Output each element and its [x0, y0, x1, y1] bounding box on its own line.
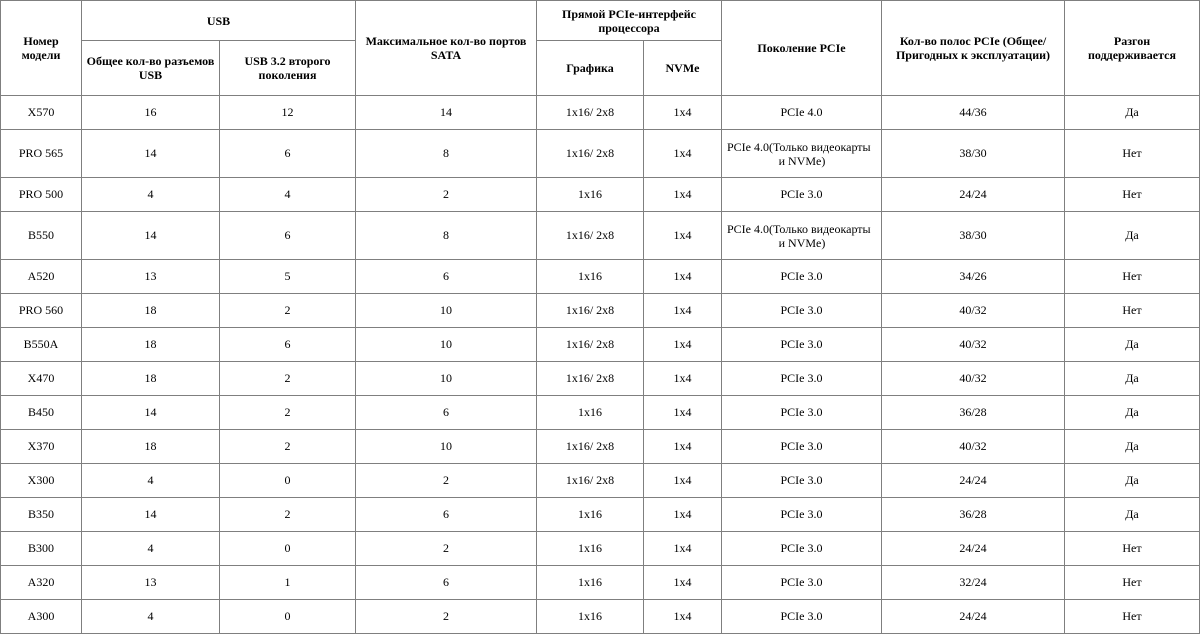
cell-generation: PCIe 3.0: [722, 430, 882, 464]
cell-lanes: 38/30: [882, 130, 1065, 178]
cell-usb32: 0: [220, 464, 356, 498]
cell-model: B550A: [1, 328, 82, 362]
header-usb32: USB 3.2 второго поколения: [220, 41, 356, 96]
cell-usb-total: 18: [82, 430, 220, 464]
cell-sata: 8: [356, 212, 537, 260]
cell-generation: PCIe 3.0: [722, 464, 882, 498]
cell-model: X370: [1, 430, 82, 464]
cell-generation: PCIe 4.0: [722, 96, 882, 130]
cell-generation: PCIe 3.0: [722, 532, 882, 566]
cell-usb-total: 4: [82, 600, 220, 634]
cell-model: A300: [1, 600, 82, 634]
cell-nvme: 1x4: [644, 328, 722, 362]
cell-overclock: Да: [1065, 464, 1200, 498]
cell-usb32: 2: [220, 430, 356, 464]
cell-sata: 6: [356, 260, 537, 294]
cell-graphics: 1x16: [537, 532, 644, 566]
table-row: [1, 430, 1200, 464]
cell-usb-total: 14: [82, 396, 220, 430]
cell-usb-total: 13: [82, 566, 220, 600]
cell-lanes: 36/28: [882, 396, 1065, 430]
cell-usb-total: 13: [82, 260, 220, 294]
cell-usb-total: 4: [82, 464, 220, 498]
cell-graphics: 1x16/ 2x8: [537, 430, 644, 464]
cell-nvme: 1x4: [644, 600, 722, 634]
cell-overclock: Да: [1065, 498, 1200, 532]
cell-sata: 6: [356, 498, 537, 532]
cell-usb-total: 4: [82, 178, 220, 212]
cell-overclock: Нет: [1065, 600, 1200, 634]
cell-generation: PCIe 3.0: [722, 294, 882, 328]
header-lanes: Кол-во полос PCIe (Общее/ Пригодных к эксплуатации): [882, 1, 1065, 96]
cell-lanes: 24/24: [882, 178, 1065, 212]
cell-nvme: 1x4: [644, 430, 722, 464]
cell-usb-total: 14: [82, 498, 220, 532]
cell-lanes: 40/32: [882, 430, 1065, 464]
header-nvme: NVMe: [644, 41, 722, 96]
cell-overclock: Нет: [1065, 294, 1200, 328]
cell-usb-total: 14: [82, 212, 220, 260]
cell-usb32: 0: [220, 600, 356, 634]
cell-nvme: 1x4: [644, 532, 722, 566]
cell-sata: 2: [356, 600, 537, 634]
cell-lanes: 40/32: [882, 294, 1065, 328]
cell-sata: 2: [356, 464, 537, 498]
cell-graphics: 1x16/ 2x8: [537, 328, 644, 362]
table-row: [1, 566, 1200, 600]
cell-model: B550: [1, 212, 82, 260]
cell-usb-total: 18: [82, 328, 220, 362]
cell-model: X300: [1, 464, 82, 498]
table-row: [1, 532, 1200, 566]
cell-generation: PCIe 3.0: [722, 362, 882, 396]
cell-graphics: 1x16: [537, 260, 644, 294]
cell-usb32: 6: [220, 328, 356, 362]
cell-generation: PCIe 3.0: [722, 498, 882, 532]
cell-model: PRO 560: [1, 294, 82, 328]
cell-graphics: 1x16: [537, 498, 644, 532]
cell-generation: PCIe 3.0: [722, 328, 882, 362]
cell-nvme: 1x4: [644, 178, 722, 212]
cell-lanes: 40/32: [882, 362, 1065, 396]
table-row: [1, 130, 1200, 178]
cell-usb-total: 18: [82, 362, 220, 396]
cell-nvme: 1x4: [644, 396, 722, 430]
cell-generation: PCIe 3.0: [722, 178, 882, 212]
cell-usb32: 1: [220, 566, 356, 600]
cell-lanes: 44/36: [882, 96, 1065, 130]
cell-model: A320: [1, 566, 82, 600]
cell-usb32: 6: [220, 130, 356, 178]
header-pcie-direct: Прямой PCIe-интерфейс процессора: [537, 1, 722, 41]
cell-usb32: 0: [220, 532, 356, 566]
cell-sata: 2: [356, 178, 537, 212]
cell-nvme: 1x4: [644, 566, 722, 600]
table-row: [1, 600, 1200, 634]
cell-overclock: Да: [1065, 362, 1200, 396]
cell-overclock: Нет: [1065, 178, 1200, 212]
cell-usb-total: 4: [82, 532, 220, 566]
cell-graphics: 1x16/ 2x8: [537, 294, 644, 328]
cell-nvme: 1x4: [644, 464, 722, 498]
table-body: [1, 96, 1200, 634]
cell-model: PRO 500: [1, 178, 82, 212]
cell-sata: 6: [356, 566, 537, 600]
header-sata: Максимальное кол-во портов SATA: [356, 1, 537, 96]
header-overclock: Разгон поддерживается: [1065, 1, 1200, 96]
header-generation: Поколение PCIe: [722, 1, 882, 96]
cell-graphics: 1x16/ 2x8: [537, 130, 644, 178]
header-model: Номер модели: [1, 1, 82, 96]
cell-lanes: 36/28: [882, 498, 1065, 532]
cell-usb32: 5: [220, 260, 356, 294]
table-row: [1, 96, 1200, 130]
cell-nvme: 1x4: [644, 130, 722, 178]
cell-sata: 10: [356, 294, 537, 328]
cell-nvme: 1x4: [644, 260, 722, 294]
cell-generation: [722, 130, 882, 178]
table-row: [1, 464, 1200, 498]
table-row: [1, 294, 1200, 328]
generation-line-1: PCIe 4.0(Только видеокарты: [727, 221, 871, 236]
cell-graphics: 1x16/ 2x8: [537, 464, 644, 498]
cell-overclock: Да: [1065, 96, 1200, 130]
cell-lanes: 34/26: [882, 260, 1065, 294]
cell-usb-total: 18: [82, 294, 220, 328]
cell-graphics: 1x16/ 2x8: [537, 362, 644, 396]
cell-graphics: 1x16/ 2x8: [537, 96, 644, 130]
cell-usb32: 6: [220, 212, 356, 260]
cell-model: X470: [1, 362, 82, 396]
cell-nvme: 1x4: [644, 96, 722, 130]
cell-lanes: 24/24: [882, 600, 1065, 634]
generation-line-2: и NVMe): [778, 153, 826, 168]
cell-sata: 10: [356, 362, 537, 396]
cell-overclock: Нет: [1065, 566, 1200, 600]
cell-overclock: Нет: [1065, 130, 1200, 178]
cell-overclock: Да: [1065, 430, 1200, 464]
cell-sata: 10: [356, 430, 537, 464]
header-graphics: Графика: [537, 41, 644, 96]
cell-model: PRO 565: [1, 130, 82, 178]
table-row: [1, 260, 1200, 294]
cell-graphics: 1x16: [537, 566, 644, 600]
header-usb-total: Общее кол-во разъемов USB: [82, 41, 220, 96]
cell-graphics: 1x16: [537, 178, 644, 212]
cell-model: A520: [1, 260, 82, 294]
cell-nvme: 1x4: [644, 362, 722, 396]
header-usb: USB: [82, 1, 356, 41]
cell-graphics: 1x16: [537, 600, 644, 634]
table-row: [1, 178, 1200, 212]
cell-overclock: Нет: [1065, 532, 1200, 566]
cell-sata: 6: [356, 396, 537, 430]
cell-generation: [722, 212, 882, 260]
cell-generation: PCIe 3.0: [722, 396, 882, 430]
cell-overclock: Нет: [1065, 260, 1200, 294]
cell-lanes: 24/24: [882, 464, 1065, 498]
cell-model: B450: [1, 396, 82, 430]
cell-overclock: Да: [1065, 396, 1200, 430]
cell-nvme: 1x4: [644, 498, 722, 532]
cell-overclock: Да: [1065, 328, 1200, 362]
cell-usb32: 2: [220, 294, 356, 328]
cell-lanes: 40/32: [882, 328, 1065, 362]
generation-line-1: PCIe 4.0(Только видеокарты: [727, 139, 871, 154]
cell-model: X570: [1, 96, 82, 130]
cell-usb32: 12: [220, 96, 356, 130]
cell-model: B300: [1, 532, 82, 566]
cell-usb32: 2: [220, 396, 356, 430]
table-row: [1, 362, 1200, 396]
cell-usb-total: 14: [82, 130, 220, 178]
cell-generation: PCIe 3.0: [722, 600, 882, 634]
cell-model: B350: [1, 498, 82, 532]
cell-usb32: 2: [220, 362, 356, 396]
cell-sata: 14: [356, 96, 537, 130]
cell-usb32: 4: [220, 178, 356, 212]
cell-lanes: 32/24: [882, 566, 1065, 600]
table-row: [1, 498, 1200, 532]
cell-generation: PCIe 3.0: [722, 566, 882, 600]
cell-nvme: 1x4: [644, 212, 722, 260]
table-row: [1, 396, 1200, 430]
cell-usb32: 2: [220, 498, 356, 532]
table-row: [1, 328, 1200, 362]
table-header: [1, 1, 1200, 96]
cell-lanes: 24/24: [882, 532, 1065, 566]
cell-sata: 2: [356, 532, 537, 566]
cell-usb-total: 16: [82, 96, 220, 130]
table-row: [1, 212, 1200, 260]
cell-lanes: 38/30: [882, 212, 1065, 260]
cell-sata: 8: [356, 130, 537, 178]
cell-nvme: 1x4: [644, 294, 722, 328]
cell-sata: 10: [356, 328, 537, 362]
cell-generation: PCIe 3.0: [722, 260, 882, 294]
generation-line-2: и NVMe): [778, 235, 826, 250]
cell-graphics: 1x16/ 2x8: [537, 212, 644, 260]
cell-graphics: 1x16: [537, 396, 644, 430]
cell-overclock: Да: [1065, 212, 1200, 260]
